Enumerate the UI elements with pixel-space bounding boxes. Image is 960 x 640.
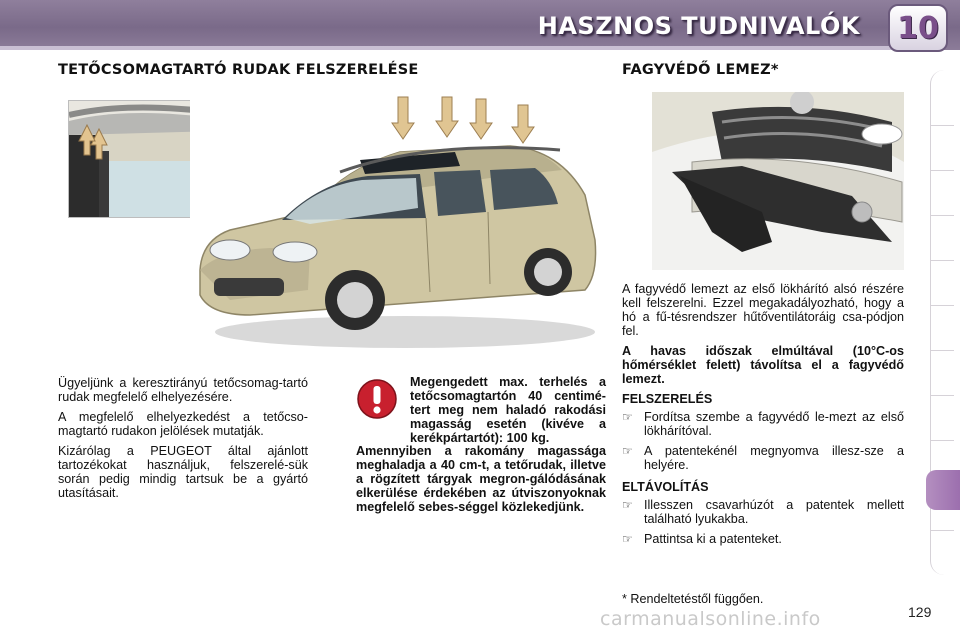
pointing-hand-icon: ☞ <box>622 498 633 512</box>
remove-step <box>622 532 904 546</box>
warning-text: Amennyiben a rakomány magassága meghaladja a 40 cm-t, a tetőrudak, illetve a rögzített tárgyak megron-gálódásának elkerülése érdekében az útviszonyoknak megfelelő sebes-séggel közlekedjünk. <box>356 444 606 514</box>
pointing-hand-icon: ☞ <box>622 444 633 458</box>
tab-divider <box>930 350 954 351</box>
install-step-text: Fordítsa szembe a fagyvédő le-mezt az első lökhárítóval. <box>644 410 904 438</box>
tab-divider <box>930 215 954 216</box>
pointing-hand-icon: ☞ <box>622 410 633 424</box>
chapter-badge <box>888 4 948 52</box>
snow-shield-intro-bold: A havas időszak elmúltával (10°C-os hőmérséklet felett) távolítsa el a fagyvédő lemezt. <box>622 344 904 386</box>
tab-divider <box>930 170 954 171</box>
tab-divider <box>930 530 954 531</box>
load-arrows <box>390 95 540 145</box>
warning-icon <box>356 378 398 420</box>
tab-divider <box>930 125 954 126</box>
install-step <box>622 410 904 438</box>
roof-bars-paragraph: Ügyeljünk a keresztirányú tetőcsomag-tartó rudak megfelelő elhelyezésére. <box>58 376 308 404</box>
page-title: HASZNOS TUDNIVALÓK <box>537 12 860 40</box>
snow-shield-intro: A fagyvédő lemezt az első lökhárító alsó részére kell felszerelni. Ezzel megakadályozható, hogy a hó a fű-tésrendszer hűtőventilátoráig csa-pódjon fel. <box>622 282 904 338</box>
chapter-number: 10 <box>897 10 939 46</box>
remove-step-text: Illesszen csavarhúzót a patentek mellett található lyukakba. <box>644 498 904 526</box>
snow-shield-text <box>622 282 904 552</box>
watermark: carmanualsonline.info <box>600 608 821 630</box>
tab-divider <box>930 305 954 306</box>
snow-shield-image <box>652 92 904 270</box>
tab-divider <box>930 260 954 261</box>
install-title: FELSZERELÉS <box>622 392 713 406</box>
install-step <box>622 444 904 472</box>
remove-title: ELTÁVOLÍTÁS <box>622 480 709 494</box>
chapter-tab-active[interactable] <box>926 470 960 510</box>
install-step-text: A patentekénél megnyomva illesz-sze a helyére. <box>644 444 904 472</box>
roof-bars-title: TETŐCSOMAGTARTÓ RUDAK FELSZERELÉSE <box>58 62 419 78</box>
pointing-hand-icon: ☞ <box>622 532 633 546</box>
remove-step-text: Pattintsa ki a patenteket. <box>644 532 782 546</box>
roof-bars-paragraph: Kizárólag a PEUGEOT által ajánlott tartozékokat használjuk, felszerelé-sük során pedig mindig tartsuk be a gyártó utasításait. <box>58 444 308 500</box>
remove-step <box>622 498 904 526</box>
header-underline <box>0 46 900 50</box>
tab-divider <box>930 395 954 396</box>
roof-bars-paragraph: A megfelelő elhelyezkedést a tetőcso-magtartó rudakon jelölések mutatják. <box>58 410 308 438</box>
tab-divider <box>930 440 954 441</box>
snow-shield-title: FAGYVÉDŐ LEMEZ* <box>622 62 779 78</box>
page-number: 129 <box>908 604 932 620</box>
roof-bars-text <box>58 376 308 506</box>
footnote: * Rendeltetéstől függően. <box>622 592 764 606</box>
warning-bold-text: Megengedett max. terhelés a tetőcsomagtartón 40 centimé-tert meg nem haladó rakodási magasság esetén (kivéve a kerékpártartót): 100 kg. <box>410 375 606 445</box>
